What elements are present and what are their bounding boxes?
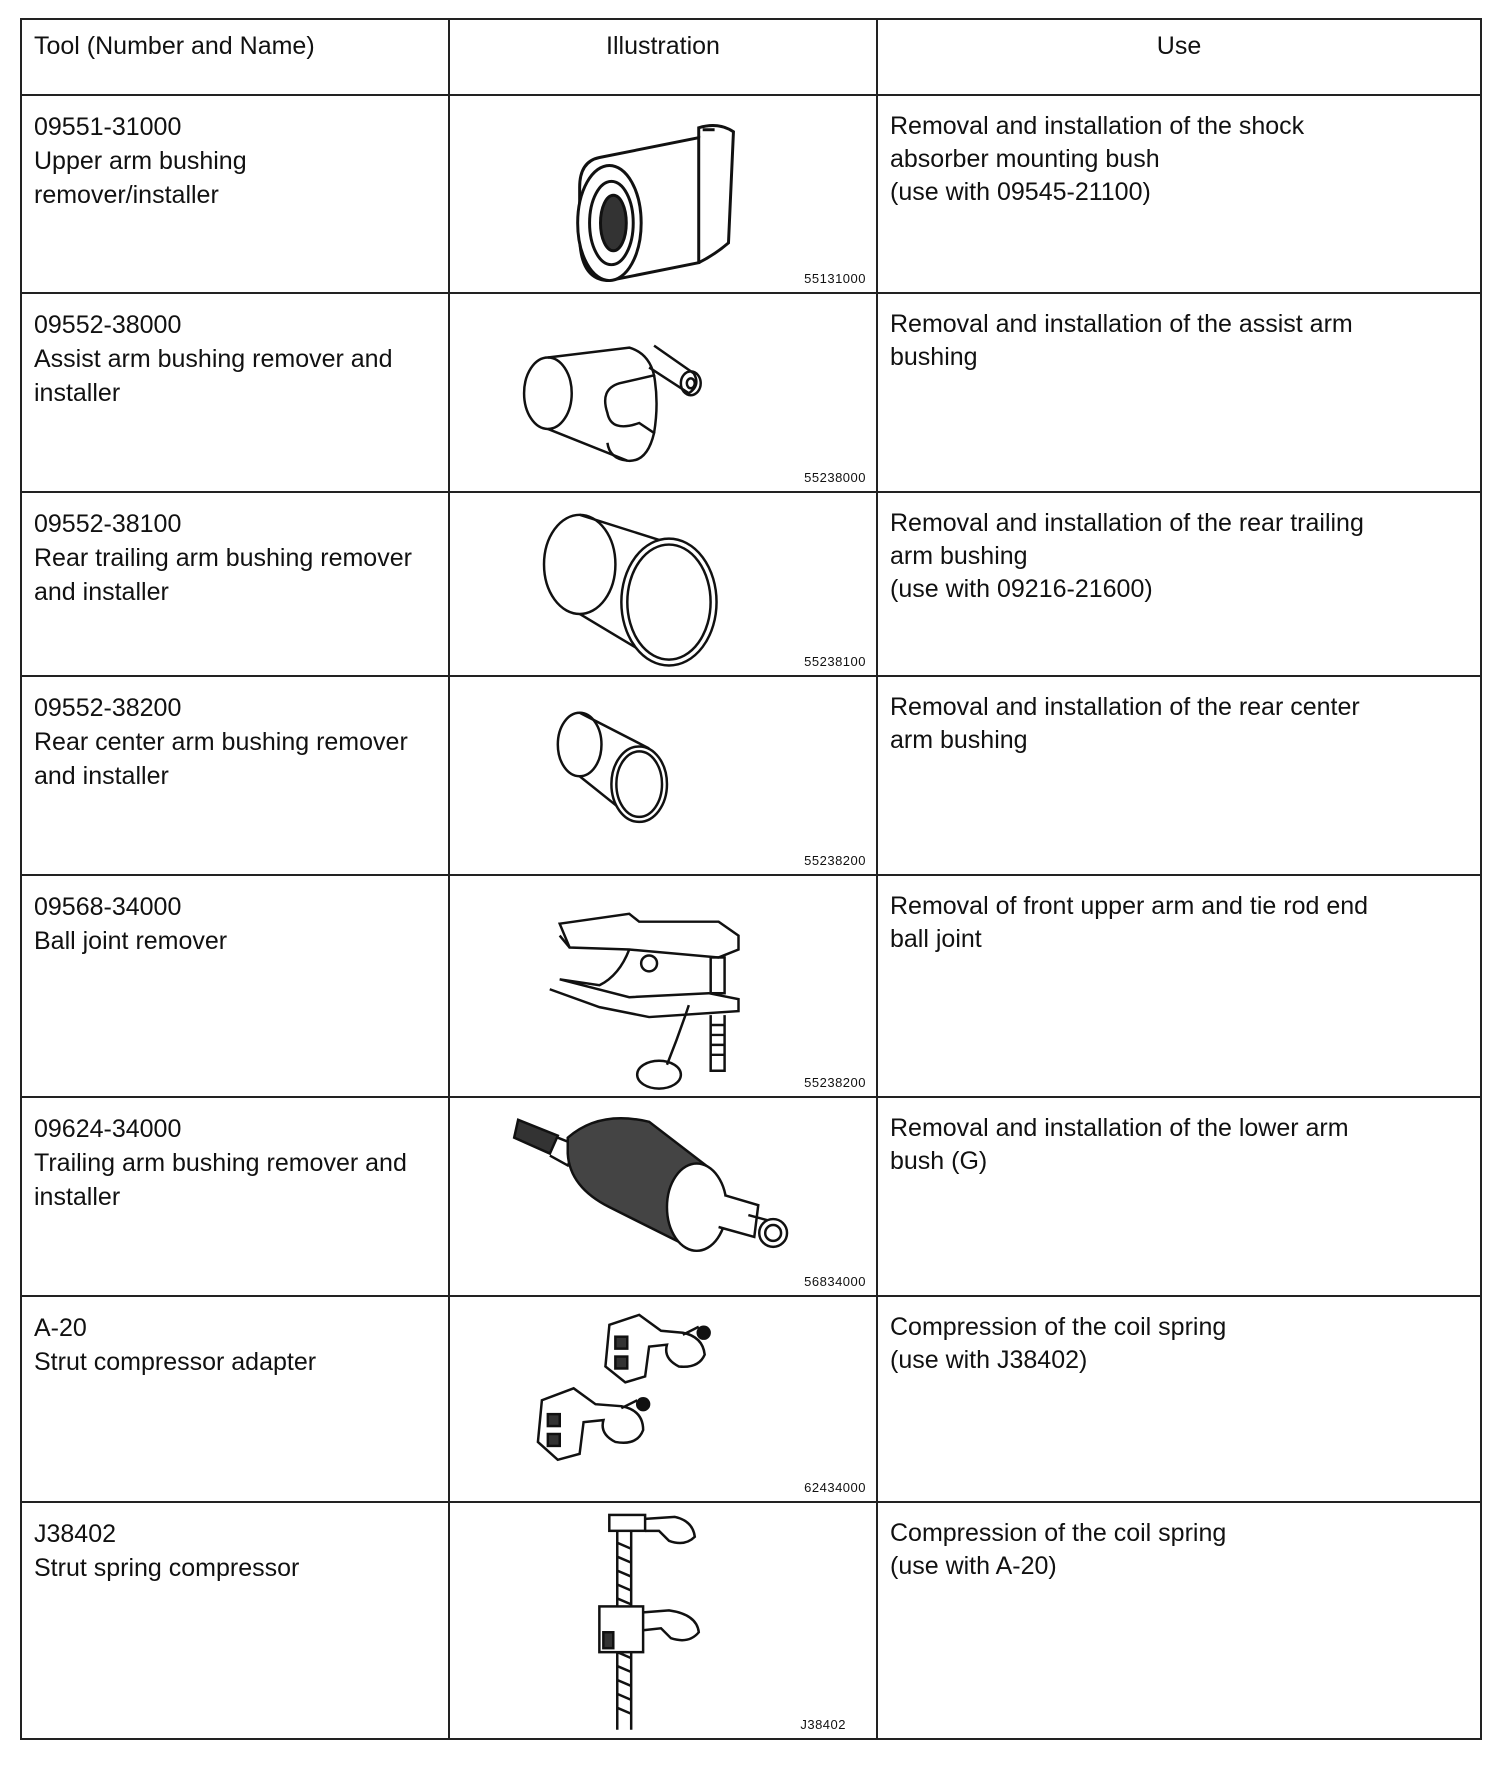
- use-text: Removal and installation of the lower arm: [890, 1114, 1349, 1143]
- illustration-number: 55131000: [804, 271, 866, 287]
- tool-cell: [21, 1097, 449, 1295]
- use-text: Compression of the coil spring: [890, 1312, 1227, 1341]
- use-cell: [877, 1502, 1481, 1739]
- tool-name: installer: [34, 379, 121, 408]
- illustration-number: 56834000: [804, 1273, 866, 1289]
- use-text: Removal and installation of the assist arm: [890, 310, 1353, 339]
- use-cell: [877, 875, 1481, 1098]
- small-sleeve-icon: [450, 677, 876, 873]
- use-text: (use with A-20): [890, 1552, 1057, 1581]
- illustration-number: 55238200: [804, 852, 866, 868]
- use-cell: [877, 293, 1481, 491]
- use-text: arm bushing: [890, 541, 1028, 570]
- use-text: Compression of the coil spring: [890, 1519, 1227, 1548]
- use-text: arm bushing: [890, 726, 1028, 755]
- tool-number: 09552-38000: [34, 311, 182, 340]
- use-cell: [877, 95, 1481, 293]
- use-text: bush (G): [890, 1147, 988, 1176]
- header-use: Use: [877, 19, 1481, 95]
- use-text: (use with 09216-21600): [890, 574, 1153, 603]
- bushing-puller-icon: [450, 1098, 876, 1294]
- tool-number: J38402: [34, 1520, 117, 1549]
- tool-number: 09624-34000: [34, 1115, 182, 1144]
- table-row: [21, 1097, 1481, 1295]
- header-illustration: Illustration: [449, 19, 877, 95]
- tool-name: Trailing arm bushing remover and: [34, 1149, 407, 1178]
- illustration-cell: [449, 1502, 877, 1739]
- illustration-cell: [449, 293, 877, 491]
- tool-name: Rear center arm bushing remover: [34, 728, 408, 757]
- tool-number: 09552-38100: [34, 509, 182, 538]
- tool-cell: [21, 875, 449, 1098]
- tool-number: A-20: [34, 1313, 87, 1342]
- illustration-cell: [449, 1296, 877, 1503]
- use-text: Removal and installation of the rear trailing: [890, 508, 1364, 537]
- tool-name: Upper arm bushing remover/installer: [34, 147, 247, 209]
- tool-name: Strut spring compressor: [34, 1554, 300, 1583]
- table-header-row: [21, 19, 1481, 95]
- table-row: [21, 293, 1481, 491]
- illustration-cell: [449, 492, 877, 676]
- tool-number: 09568-34000: [34, 892, 182, 921]
- header-tool: Tool (Number and Name): [21, 19, 449, 95]
- large-sleeve-icon: [450, 493, 876, 675]
- use-text: ball joint: [890, 924, 982, 953]
- tool-cell: [21, 676, 449, 874]
- table-row: [21, 1296, 1481, 1503]
- use-cell: [877, 1296, 1481, 1503]
- tool-name: Strut compressor adapter: [34, 1347, 317, 1376]
- tool-name: installer: [34, 1183, 121, 1212]
- tool-cell: [21, 293, 449, 491]
- tool-cell: [21, 1296, 449, 1503]
- split-sleeve-icon: [450, 294, 876, 490]
- special-tools-table: [20, 18, 1482, 1740]
- table-row: [21, 875, 1481, 1098]
- use-text: Removal and installation of the rear center: [890, 693, 1360, 722]
- table-row: [21, 492, 1481, 676]
- use-text: (use with 09545-21100): [890, 178, 1151, 206]
- use-text: Removal of front upper arm and tie rod end: [890, 891, 1369, 920]
- tool-cell: [21, 492, 449, 676]
- tool-name: Assist arm bushing remover and: [34, 345, 393, 374]
- tool-name: Ball joint remover: [34, 926, 228, 955]
- bushing-driver-icon: [450, 96, 876, 292]
- table-row: [21, 95, 1481, 293]
- tool-cell: [21, 1502, 449, 1739]
- illustration-cell: [449, 95, 877, 293]
- ball-joint-puller-icon: [450, 876, 876, 1097]
- illustration-number: 55238000: [804, 469, 866, 485]
- compressor-adapter-icon: [450, 1297, 876, 1502]
- tool-name: and installer: [34, 762, 169, 791]
- spring-compressor-icon: [450, 1503, 876, 1738]
- tool-number: 09552-38200: [34, 694, 182, 723]
- illustration-cell: [449, 875, 877, 1098]
- use-cell: [877, 676, 1481, 874]
- illustration-cell: [449, 1097, 877, 1295]
- illustration-cell: [449, 676, 877, 874]
- use-text: bushing: [890, 343, 978, 372]
- tool-name: Rear trailing arm bushing remover: [34, 543, 412, 572]
- use-text: (use with J38402): [890, 1345, 1088, 1374]
- tool-name: and installer: [34, 577, 169, 606]
- illustration-number: 55238200: [804, 1075, 866, 1091]
- tool-number: 09551-31000: [34, 113, 182, 141]
- illustration-number: J38402: [800, 1717, 846, 1732]
- table-row: [21, 676, 1481, 874]
- use-text: absorber mounting bush: [890, 145, 1160, 173]
- illustration-number: 55238100: [804, 654, 866, 670]
- use-cell: [877, 492, 1481, 676]
- table-row: [21, 1502, 1481, 1739]
- illustration-number: 62434000: [804, 1480, 866, 1496]
- tool-cell: [21, 95, 449, 293]
- use-text: Removal and installation of the shock: [890, 112, 1305, 140]
- use-cell: [877, 1097, 1481, 1295]
